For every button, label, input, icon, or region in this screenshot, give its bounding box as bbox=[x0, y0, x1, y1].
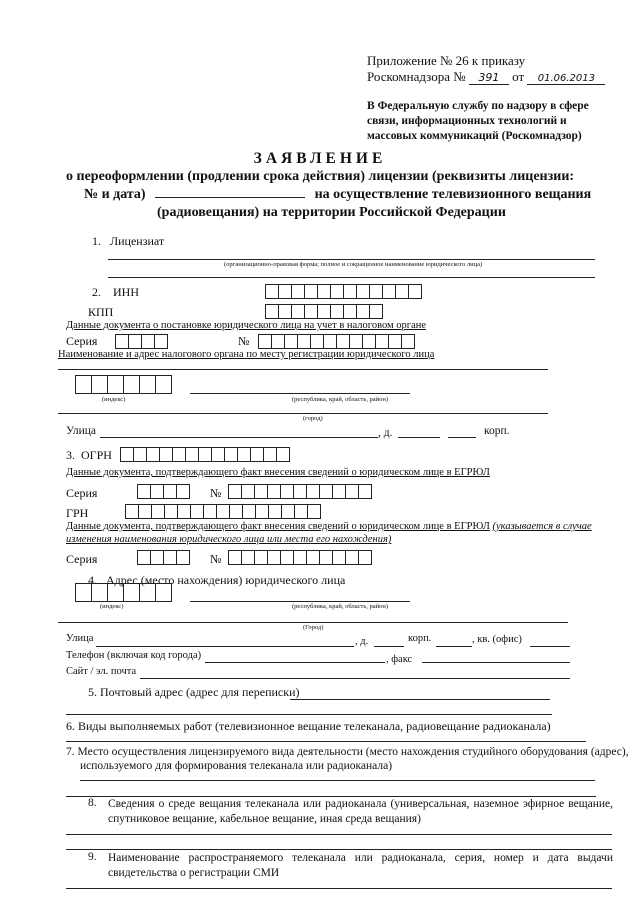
address-office-field[interactable] bbox=[530, 646, 570, 647]
address-region-field[interactable] bbox=[190, 601, 410, 602]
phone-field[interactable] bbox=[205, 662, 385, 663]
media-registration-label: Наименование распространяемого телеканала или радиоканала, серия, номер и дата выдачи свидетельства о регистрации СМИ bbox=[108, 852, 613, 879]
address-index-boxes[interactable] bbox=[75, 583, 171, 602]
kpp-boxes[interactable] bbox=[265, 304, 382, 319]
addressee-line: массовых коммуникаций (Роскомнадзор) bbox=[367, 130, 582, 142]
tax-region-field[interactable] bbox=[190, 393, 410, 394]
egrul2-series-boxes[interactable] bbox=[137, 550, 189, 565]
work-types-label: 6. Виды выполняемых работ (телевизионное вещание телеканала, радиовещание радиоканала) bbox=[66, 719, 551, 733]
licensee-caption: (организационно-правовая форма; полное и сокращенное наименование юридического лица) bbox=[224, 261, 483, 268]
fax-label: , факс bbox=[386, 654, 413, 665]
egrul-number-boxes[interactable] bbox=[228, 484, 371, 499]
licensee-label: Лицензиат bbox=[110, 234, 165, 248]
addressee-line: В Федеральную службу по надзору в сфере bbox=[367, 100, 589, 112]
grn-boxes[interactable] bbox=[125, 504, 320, 519]
site-label: Сайт / эл. почта bbox=[66, 666, 137, 677]
section-number: 1. bbox=[92, 234, 101, 248]
tax-number-label: № bbox=[238, 334, 250, 348]
addressee bbox=[367, 99, 589, 144]
postal-address-field-2[interactable] bbox=[66, 714, 552, 715]
appendix-line-1: Приложение № 26 к приказу bbox=[367, 53, 526, 68]
address-index-caption: (индекс) bbox=[100, 603, 124, 610]
tax-index-caption: (индекс) bbox=[102, 396, 126, 403]
tax-house-field-2[interactable] bbox=[448, 437, 476, 438]
postal-address-field[interactable] bbox=[290, 699, 550, 700]
site-field[interactable] bbox=[140, 678, 570, 679]
activity-place-line-2: используемого для формирования телеканала или радиоканала) bbox=[80, 760, 393, 772]
address-city-field[interactable] bbox=[58, 622, 568, 623]
licensee-field[interactable] bbox=[108, 259, 595, 260]
postal-address-label: 5. Почтовый адрес (адрес для переписки) bbox=[88, 685, 300, 699]
egrul-doc2-note-line2: изменения наименования юридического лица или места его нахождения) bbox=[66, 534, 392, 545]
appendix-from: от bbox=[512, 69, 525, 84]
tax-street-label: Улица bbox=[66, 425, 96, 437]
licensee-field-2[interactable] bbox=[108, 277, 595, 278]
section-number: 3. bbox=[66, 448, 75, 462]
title-line-2 bbox=[84, 187, 591, 203]
ogrn-row-label bbox=[66, 448, 112, 463]
address-office-label: , кв. (офис) bbox=[472, 634, 522, 645]
appendix-date: 01.06.2013 bbox=[527, 73, 605, 85]
fax-field[interactable] bbox=[422, 662, 570, 663]
phone-label: Телефон (включая код города) bbox=[66, 650, 202, 661]
activity-place-field[interactable] bbox=[80, 780, 595, 781]
legal-address-label: Адрес (место нахождения) юридического лица bbox=[106, 573, 346, 587]
tax-org-label: Наименование и адрес налогового органа по месту регистрации юридического лица bbox=[58, 349, 435, 360]
kpp-label: КПП bbox=[88, 305, 114, 319]
address-street-label: Улица bbox=[66, 633, 94, 644]
grn-label: ГРН bbox=[66, 506, 89, 520]
inn-boxes[interactable] bbox=[265, 284, 421, 299]
broadcast-medium-field[interactable] bbox=[66, 834, 612, 835]
media-registration-field[interactable] bbox=[66, 888, 612, 889]
addressee-line: связи, информационных технологий и bbox=[367, 115, 567, 127]
inn-row-label bbox=[92, 285, 139, 300]
tax-number-boxes[interactable] bbox=[258, 334, 414, 349]
tax-house-field[interactable] bbox=[398, 437, 440, 438]
title-line-3: (радиовещания) на территории Российской Федерации bbox=[157, 205, 506, 220]
inn-label: ИНН bbox=[113, 285, 139, 299]
section-8-number: 8. bbox=[88, 797, 97, 809]
tax-street-field[interactable] bbox=[100, 437, 378, 438]
egrul2-number-boxes[interactable] bbox=[228, 550, 371, 565]
activity-place-line-1: 7. Место осуществления лицензируемого вида деятельности (место нахождения студийного оборудования (адрес), bbox=[66, 746, 629, 758]
egrul-number-label: № bbox=[210, 486, 222, 500]
tax-house-label: , д. bbox=[378, 427, 393, 439]
tax-city-caption: (город) bbox=[303, 415, 323, 422]
title-line-1: о переоформлении (продлении срока действия) лицензии (реквизиты лицензии: bbox=[66, 169, 575, 184]
address-house-field[interactable] bbox=[374, 646, 404, 647]
address-house-label: , д. bbox=[355, 636, 369, 647]
egrul-series-label: Серия bbox=[66, 486, 98, 500]
address-region-caption: (республика, край, область, район) bbox=[292, 603, 389, 610]
work-types-field[interactable] bbox=[66, 741, 586, 742]
title-license-purpose: на осуществление телевизионного вещания bbox=[314, 187, 592, 202]
section-9-number: 9. bbox=[88, 851, 97, 863]
appendix-line-2 bbox=[367, 69, 605, 85]
section-number: 2. bbox=[92, 285, 101, 299]
document-title: ЗАЯВЛЕНИЕ bbox=[253, 150, 387, 167]
egrul2-number-label: № bbox=[210, 552, 222, 566]
broadcast-medium-label: Сведения о среде вещания телеканала или радиоканала (универсальная, наземное эфирное вещание, спутниковое вещание, кабельное вещание, иная среда вещания) bbox=[108, 798, 613, 825]
tax-index-boxes[interactable] bbox=[75, 375, 171, 394]
egrul2-series-label: Серия bbox=[66, 552, 98, 566]
egrul-doc2-label bbox=[66, 521, 592, 532]
tax-doc-label: Данные документа о постановке юридического лица на учет в налоговом органе bbox=[66, 320, 427, 331]
license-details-field[interactable] bbox=[155, 197, 305, 198]
ogrn-label: ОГРН bbox=[81, 448, 112, 462]
address-street-field[interactable] bbox=[96, 646, 354, 647]
appendix-number: 391 bbox=[469, 71, 509, 85]
egrul-doc2-note: (указывается в случае bbox=[492, 521, 592, 532]
tax-region-caption: (республика, край, область, район) bbox=[292, 396, 389, 403]
address-korp-field[interactable] bbox=[436, 646, 472, 647]
address-korp-label: корп. bbox=[408, 633, 432, 644]
tax-series-label: Серия bbox=[66, 334, 98, 348]
tax-city-field[interactable] bbox=[58, 413, 548, 414]
address-city-caption: (Город) bbox=[303, 624, 324, 631]
appendix-prefix: Роскомнадзора № bbox=[367, 69, 466, 84]
ogrn-boxes[interactable] bbox=[120, 447, 289, 462]
egrul-doc-label: Данные документа, подтверждающего факт внесения сведений о юридическом лице в ЕГРЮЛ bbox=[66, 467, 490, 478]
section-number: 4. bbox=[88, 573, 97, 587]
tax-series-boxes[interactable] bbox=[115, 334, 167, 349]
egrul-doc2-text: Данные документа, подтверждающего факт внесения сведений о юридическом лице в ЕГРЮЛ bbox=[66, 521, 490, 532]
broadcast-medium-field-2[interactable] bbox=[66, 849, 612, 850]
section-1-label bbox=[92, 234, 164, 249]
tax-korp-label: корп. bbox=[484, 425, 510, 437]
title-license-label: № и дата) bbox=[84, 187, 146, 202]
tax-org-field[interactable] bbox=[58, 369, 548, 370]
egrul-series-boxes[interactable] bbox=[137, 484, 189, 499]
